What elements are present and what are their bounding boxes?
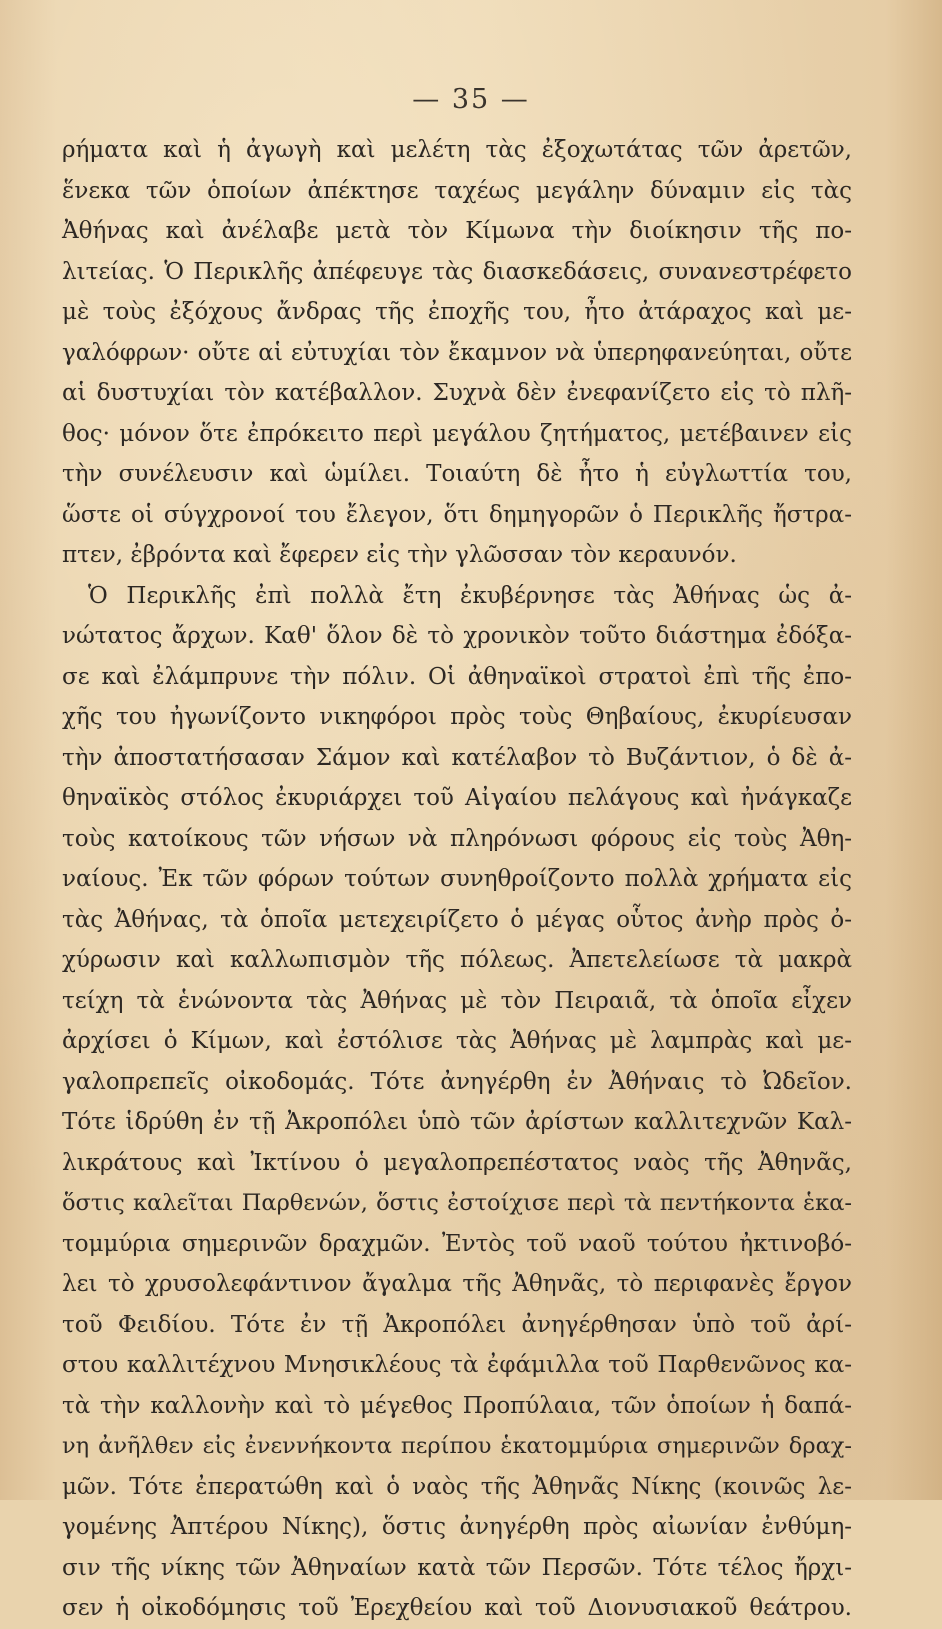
text-line: γαλοπρεπεῖς οἰκοδομάς. Τότε ἀνηγέρθη ἐν Ἀθήναις τὸ Ὠδεῖον. [62, 1068, 852, 1095]
text-line: Τότε ἱδρύθη ἐν τῇ Ἀκροπόλει ὑπὸ τῶν ἀρίστων καλλιτεχνῶν Καλ- [62, 1109, 852, 1135]
text-line: ὥστε οἱ σύγχρονοί του ἔλεγον, ὅτι δημηγορῶν ὁ Περικλῆς ἤστρα- [62, 501, 852, 528]
text-line: σιν τῆς νίκης τῶν Ἀθηναίων κατὰ τῶν Περσῶν. Τότε τέλος ἤρχι- [62, 1554, 852, 1581]
text-line: ἀρχίσει ὁ Κίμων, καὶ ἐστόλισε τὰς Ἀθήνας μὲ λαμπρὰς καὶ με- [62, 1028, 852, 1054]
text-line: τοὺς κατοίκους τῶν νήσων νὰ πληρόνωσι φόρους εἰς τοὺς Ἀθη- [62, 825, 852, 852]
text-line: Ἀθήνας καὶ ἀνέλαβε μετὰ τὸν Κίμωνα τὴν διοίκησιν τῆς πο- [62, 218, 852, 244]
text-line: αἱ δυστυχίαι τὸν κατέβαλλον. Συχνὰ δὲν ἐνεφανίζετο εἰς τὸ πλῆ- [62, 380, 852, 406]
text-line: σεν ἡ οἰκοδόμησις τοῦ Ἐρεχθείου καὶ τοῦ Διονυσιακοῦ θεάτρου. [62, 1595, 852, 1621]
text-line: τομμύρια σημερινῶν δραχμῶν. Ἐντὸς τοῦ ναοῦ τούτου ἠκτινοβό- [62, 1230, 852, 1257]
text-line: νη ἀνῆλθεν εἰς ἐνεννήκοντα περίπου ἑκατομμύρια σημερινῶν δραχ- [62, 1433, 852, 1459]
text-line: ἕνεκα τῶν ὁποίων ἀπέκτησε ταχέως μεγάλην δύναμιν εἰς τὰς [62, 177, 852, 204]
text-line: λει τὸ χρυσολεφάντινον ἄγαλμα τῆς Ἀθηνᾶς, τὸ περιφανὲς ἔργον [62, 1271, 852, 1297]
text-line: τείχη τὰ ἑνώνοντα τὰς Ἀθήνας μὲ τὸν Πειραιᾶ, τὰ ὁποῖα εἶχεν [62, 987, 852, 1014]
text-line: στου καλλιτέχνου Μνησικλέους τὰ ἐφάμιλλα τοῦ Παρθενῶνος κα- [62, 1352, 852, 1378]
text-line: θηναϊκὸς στόλος ἐκυριάρχει τοῦ Αἰγαίου πελάγους καὶ ἠνάγκαζε [62, 785, 852, 811]
text-line: νώτατος ἄρχων. Καθ' ὅλον δὲ τὸ χρονικὸν τοῦτο διάστημα ἐδόξα- [62, 623, 852, 649]
text-line: τοῦ Φειδίου. Τότε ἐν τῇ Ἀκροπόλει ἀνηγέρθησαν ὑπὸ τοῦ ἀρί- [62, 1311, 852, 1338]
text-line: σε καὶ ἐλάμπρυνε τὴν πόλιν. Οἱ ἀθηναϊκοὶ στρατοὶ ἐπὶ τῆς ἐπο- [62, 663, 852, 690]
text-line: ναίους. Ἐκ τῶν φόρων τούτων συνηθροίζοντο πολλὰ χρήματα εἰς [62, 866, 852, 892]
text-line: τὴν ἀποστατήσασαν Σάμον καὶ κατέλαβον τὸ Βυζάντιον, ὁ δὲ ἀ- [62, 744, 852, 771]
text-line: τὴν συνέλευσιν καὶ ὡμίλει. Τοιαύτη δὲ ἦτο ἡ εὐγλωττία του, [62, 461, 852, 487]
text-line: πτεν, ἐβρόντα καὶ ἔφερεν εἰς τὴν γλῶσσαν τὸν κεραυνόν. [62, 542, 737, 568]
body-text [62, 130, 852, 1629]
text-line: μῶν. Τότε ἐπερατώθη καὶ ὁ ναὸς τῆς Ἀθηνᾶς Νίκης (κοινῶς λε- [62, 1473, 852, 1500]
text-line: χῆς του ἠγωνίζοντο νικηφόροι πρὸς τοὺς Θηβαίους, ἐκυρίευσαν [62, 704, 852, 730]
text-line: τὰ τὴν καλλονὴν καὶ τὸ μέγεθος Προπύλαια, τῶν ὁποίων ἡ δαπά- [62, 1392, 852, 1419]
text-line: λιτείας. Ὁ Περικλῆς ἀπέφευγε τὰς διασκεδάσεις, συνανεστρέφετο [62, 258, 852, 285]
text-line: γομένης Ἀπτέρου Νίκης), ὅστις ἀνηγέρθη πρὸς αἰωνίαν ἐνθύμη- [62, 1514, 852, 1540]
text-line: λικράτους καὶ Ἰκτίνου ὁ μεγαλοπρεπέστατος ναὸς τῆς Ἀθηνᾶς, [62, 1149, 852, 1176]
text-line: μὲ τοὺς ἐξόχους ἄνδρας τῆς ἐποχῆς του, ἦτο ἀτάραχος καὶ με- [62, 299, 852, 325]
text-line: θος· μόνον ὅτε ἐπρόκειτο περὶ μεγάλου ζητήματος, μετέβαινεν εἰς [62, 420, 852, 447]
text-line: γαλόφρων· οὔτε αἱ εὐτυχίαι τὸν ἔκαμνον νὰ ὑπερηφανεύηται, οὔτε [62, 339, 852, 366]
text-line: τὰς Ἀθήνας, τὰ ὁποῖα μετεχειρίζετο ὁ μέγας οὗτος ἀνὴρ πρὸς ὀ- [62, 906, 852, 933]
text-line: Ὁ Περικλῆς ἐπὶ πολλὰ ἔτη ἐκυβέρνησε τὰς Ἀθήνας ὡς ἀ- [88, 582, 852, 609]
text-line: ρήματα καὶ ἡ ἀγωγὴ καὶ μελέτη τὰς ἐξοχωτάτας τῶν ἀρετῶν, [62, 137, 852, 163]
text-line: χύρωσιν καὶ καλλωπισμὸν τῆς πόλεως. Ἀπετελείωσε τὰ μακρὰ [62, 947, 852, 973]
text-line: ὅστις καλεῖται Παρθενών, ὅστις ἐστοίχισε περὶ τὰ πεντήκοντα ἑκα- [62, 1190, 852, 1216]
page-number: — 35 — [412, 84, 530, 115]
